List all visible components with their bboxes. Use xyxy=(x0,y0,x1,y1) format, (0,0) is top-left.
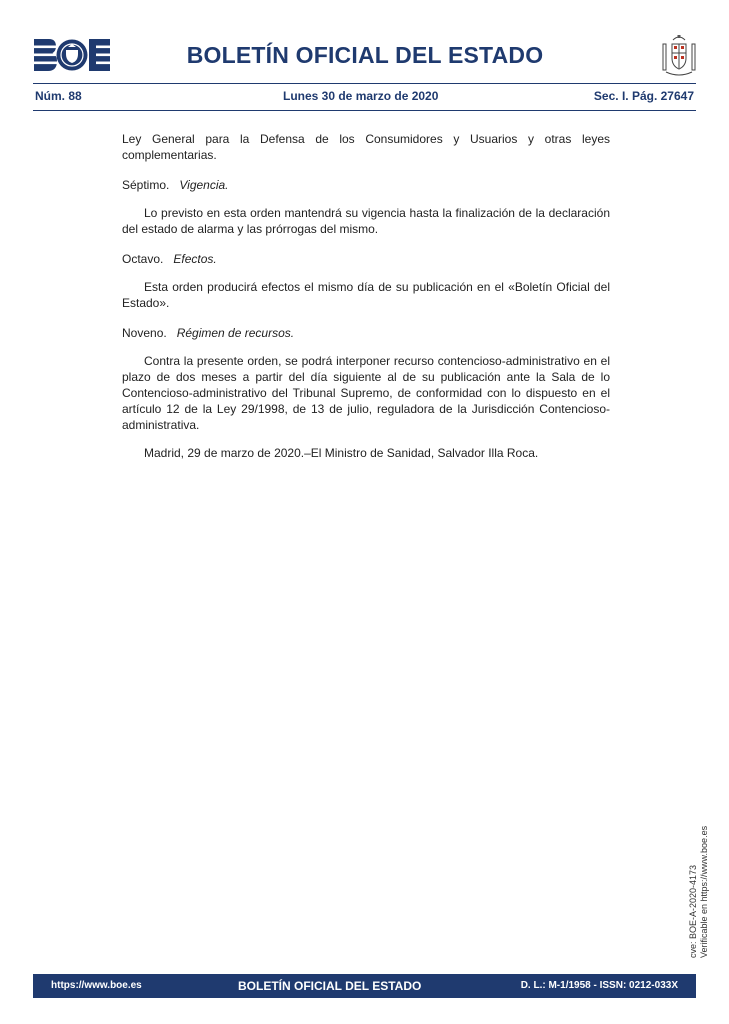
page-title: BOLETÍN OFICIAL DEL ESTADO xyxy=(186,42,544,68)
section-page: Sec. I. Pág. 27647 xyxy=(593,89,694,103)
signature: Madrid, 29 de marzo de 2020.–El Ministro de Sanidad, Salvador Illa Roca. xyxy=(144,446,539,460)
cve-code: cve: BOE-A-2020-4173 xyxy=(688,864,698,958)
article-title: Régimen de recursos. xyxy=(176,326,295,340)
verification-link[interactable]: Verificable en https://www.boe.es xyxy=(699,825,709,958)
paragraph: Lo previsto en esta orden mantendrá su vigencia hasta la finalización de la declaración del estado de alarma y las prórrogas del mismo. xyxy=(122,206,610,236)
footer-legal-deposit: D. L.: M-1/1958 - ISSN: 0212-033X xyxy=(520,980,678,991)
article-heading-septimo xyxy=(122,177,610,193)
footer-url-link[interactable]: https://www.boe.es xyxy=(51,980,142,991)
article-title: Efectos. xyxy=(173,252,217,266)
article-label: Séptimo. xyxy=(122,178,170,192)
paragraph: Esta orden producirá efectos el mismo día de su publicación en el «Boletín Oficial del Estado». xyxy=(122,280,610,310)
paragraph: Contra la presente orden, se podrá interponer recurso contencioso-administrativo en el plazo de dos meses a partir del día siguiente al de su publicación ante la Sala de lo Contencioso-administrativo del Tribunal Supremo, de conformidad con lo dispuesto en el artículo 12 de la Ley 29/1998, de 13 de julio, reguladora de la Jurisdicción Contencioso-administrativa. xyxy=(122,354,610,432)
footer-title: BOLETÍN OFICIAL DEL ESTADO xyxy=(238,979,422,993)
boe-logo xyxy=(34,39,110,71)
article-label: Noveno. xyxy=(122,326,167,340)
article-label: Octavo. xyxy=(122,252,164,266)
article-heading-octavo xyxy=(122,251,610,267)
article-heading-noveno xyxy=(122,325,610,341)
verification-note xyxy=(688,826,710,958)
document-body xyxy=(122,131,610,461)
article-title: Vigencia. xyxy=(179,178,229,192)
issue-number: Núm. 88 xyxy=(35,89,82,103)
page-footer xyxy=(33,974,696,998)
issue-header-bar xyxy=(33,83,696,111)
paragraph: Ley General para la Defensa de los Consumidores y Usuarios y otras leyes complementarias. xyxy=(122,132,610,162)
issue-date: Lunes 30 de marzo de 2020 xyxy=(283,89,439,103)
coat-of-arms-icon xyxy=(660,34,698,78)
